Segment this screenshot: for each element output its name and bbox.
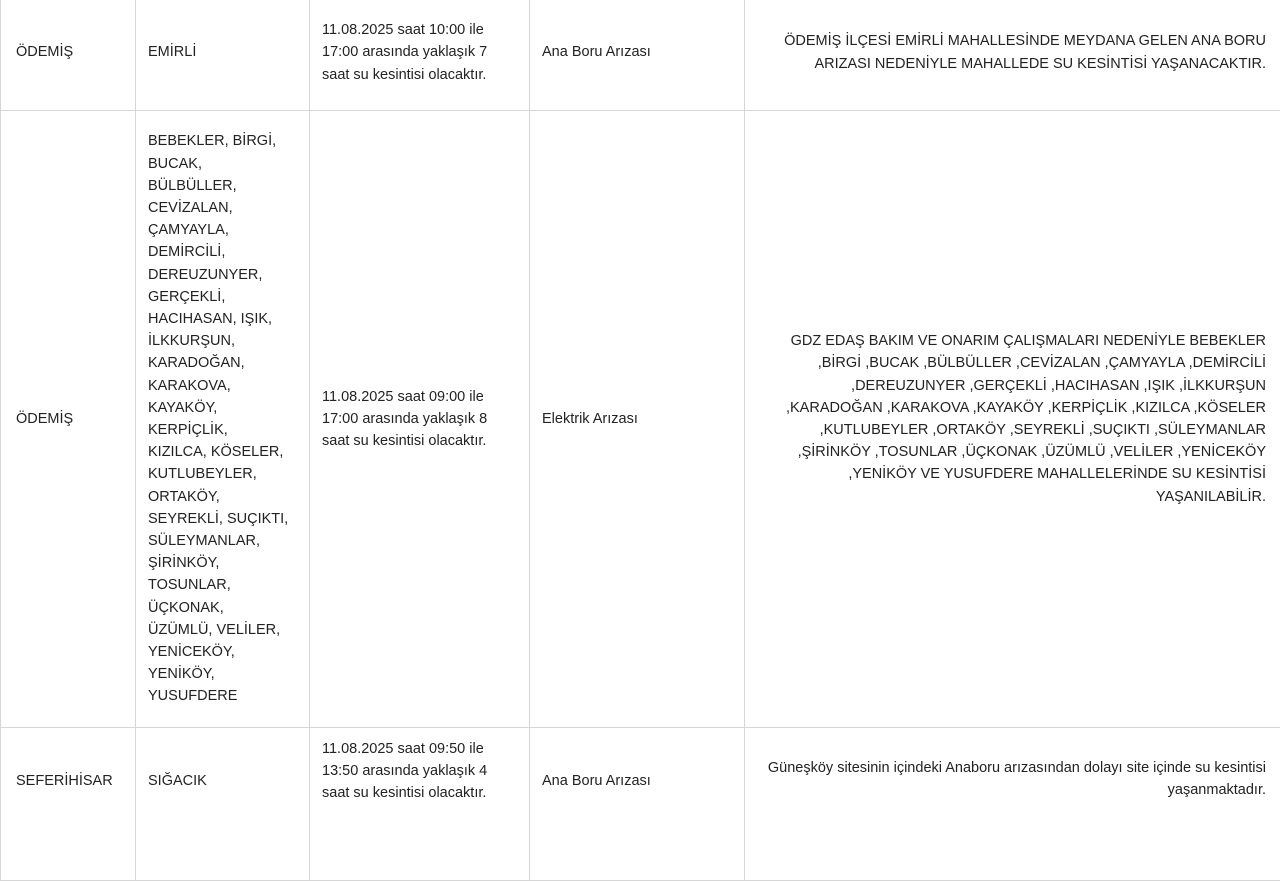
district-cell (1, 0, 136, 111)
table-row (1, 111, 1280, 728)
time-cell (310, 0, 530, 111)
neighborhood-text: CEVİZALAN, (148, 197, 297, 219)
neighborhood-text: YENİKÖY, (148, 663, 297, 685)
table-row (1, 0, 1280, 111)
description-cell (745, 728, 1280, 881)
neighborhood-text: KAYAKÖY, (148, 397, 297, 419)
neighborhood-cell (136, 728, 310, 881)
description-cell (745, 0, 1280, 111)
neighborhood-cell (136, 111, 310, 728)
neighborhood-text: ORTAKÖY, (148, 486, 297, 508)
outage-type-cell (530, 728, 745, 881)
outage-type-text: Ana Boru Arızası (542, 41, 732, 63)
neighborhood-text: YENİCEKÖY, (148, 641, 297, 663)
outage-type-cell (530, 0, 745, 111)
time-text: 11.08.2025 saat 09:50 ile 13:50 arasında yaklaşık 4 saat su kesintisi olacaktır. (322, 738, 517, 805)
neighborhood-text: YUSUFDERE (148, 685, 297, 707)
neighborhood-text: KIZILCA, KÖSELER, (148, 441, 297, 463)
neighborhood-text: BUCAK, (148, 153, 297, 175)
description-cell (745, 111, 1280, 728)
time-cell (310, 728, 530, 881)
neighborhood-text: BEBEKLER, BİRGİ, (148, 130, 297, 152)
neighborhood-text: BÜLBÜLLER, (148, 175, 297, 197)
neighborhood-text: ÜÇKONAK, (148, 597, 297, 619)
district-cell (1, 111, 136, 728)
neighborhood-cell (136, 0, 310, 111)
neighborhood-text: TOSUNLAR, (148, 574, 297, 596)
neighborhood-text: HACIHASAN, IŞIK, (148, 308, 297, 330)
neighborhood-text: ÜZÜMLÜ, VELİLER, (148, 619, 297, 641)
neighborhood-text: İLKKURŞUN, (148, 330, 297, 352)
neighborhood-text: KARADOĞAN, (148, 352, 297, 374)
neighborhood-text: SEYREKLİ, SUÇIKTI, (148, 508, 297, 530)
time-text: 11.08.2025 saat 09:00 ile 17:00 arasında yaklaşık 8 saat su kesintisi olacaktır. (322, 386, 517, 453)
neighborhood-text: DEMİRCİLİ, (148, 241, 297, 263)
district-text: ÖDEMİŞ (16, 41, 123, 63)
neighborhood-text: ÇAMYAYLA, (148, 219, 297, 241)
neighborhood-text: SÜLEYMANLAR, (148, 530, 297, 552)
neighborhood-text: SIĞACIK (148, 770, 297, 792)
outage-type-cell (530, 111, 745, 728)
outage-type-text: Elektrik Arızası (542, 408, 732, 430)
neighborhood-text: KERPİÇLİK, (148, 419, 297, 441)
description-text: ÖDEMİŞ İLÇESİ EMİRLİ MAHALLESİNDE MEYDANA GELEN ANA BORU ARIZASI NEDENİYLE MAHALLEDE SU KESİNTİSİ YAŞANACAKTIR. (757, 30, 1266, 74)
district-text: SEFERİHİSAR (16, 770, 123, 792)
time-text: 11.08.2025 saat 10:00 ile 17:00 arasında yaklaşık 7 saat su kesintisi olacaktır. (322, 19, 517, 86)
neighborhood-text: KUTLUBEYLER, (148, 463, 297, 485)
neighborhood-text: EMİRLİ (148, 41, 297, 63)
neighborhood-text: GERÇEKLİ, (148, 286, 297, 308)
table-row (1, 728, 1280, 881)
description-text: Güneşköy sitesinin içindeki Anaboru arızasından dolayı site içinde su kesintisi yaşanmaktadır. (757, 757, 1266, 801)
outage-type-text: Ana Boru Arızası (542, 770, 732, 792)
neighborhood-text: DEREUZUNYER, (148, 264, 297, 286)
description-text: GDZ EDAŞ BAKIM VE ONARIM ÇALIŞMALARI NEDENİYLE BEBEKLER ,BİRGİ ,BUCAK ,BÜLBÜLLER ,CEVİZALAN ,ÇAMYAYLA ,DEMİRCİLİ ,DEREUZUNYER ,GERÇEKLİ ,HACIHASAN ,IŞIK ,İLKKURŞUN ,KARADOĞAN ,KARAKOVA ,KAYAKÖY ,KERPİÇLİK ,KIZILCA ,KÖSELER ,KUTLUBEYLER ,ORTAKÖY ,SEYREKLİ ,SUÇIKTI ,SÜLEYMANLAR ,ŞİRİNKÖY ,TOSUNLAR ,ÜÇKONAK ,ÜZÜMLÜ ,VELİLER ,YENİCEKÖY ,YENİKÖY VE YUSUFDERE MAHALLELERİNDE SU KESİNTİSİ YAŞANILABİLİR. (757, 330, 1266, 508)
neighborhood-text: ŞİRİNKÖY, (148, 552, 297, 574)
time-cell (310, 111, 530, 728)
district-text: ÖDEMİŞ (16, 408, 123, 430)
neighborhood-text: KARAKOVA, (148, 375, 297, 397)
district-cell (1, 728, 136, 881)
